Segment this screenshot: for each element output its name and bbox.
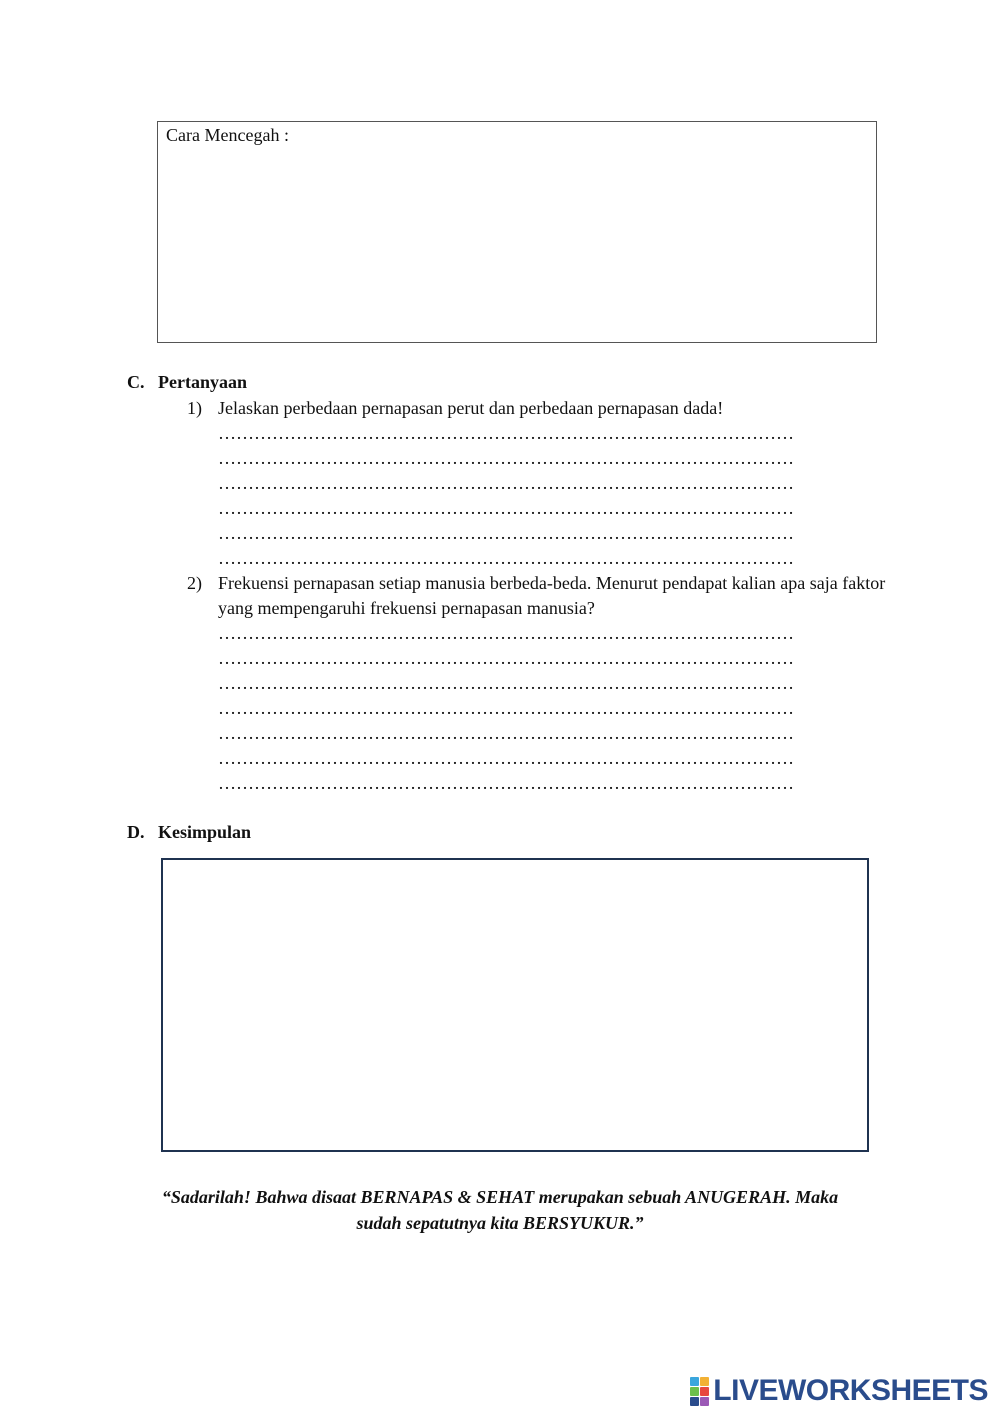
- conclusion-answer-box[interactable]: [161, 858, 869, 1152]
- question-1-number: 1): [187, 398, 202, 418]
- prevention-box-label: Cara Mencegah :: [166, 125, 289, 145]
- question-2-text: Frekuensi pernapasan setiap manusia berbeda-beda. Menurut pendapat kalian apa saja faktor yang mempengaruhi frekuensi pernapasan manusia?: [218, 573, 886, 618]
- answer-line[interactable]: ……………………………………………………………………………………: [218, 723, 794, 743]
- answer-line[interactable]: ……………………………………………………………………………………: [218, 548, 794, 568]
- question-1-answer-lines[interactable]: [218, 421, 868, 571]
- section-c-title: Pertanyaan: [158, 372, 247, 392]
- logo-square: [690, 1377, 699, 1386]
- section-c-heading: [127, 372, 247, 393]
- question-2-answer-lines[interactable]: [218, 621, 868, 796]
- answer-line[interactable]: ……………………………………………………………………………………: [218, 498, 794, 518]
- question-2: [187, 571, 887, 621]
- logo-square: [700, 1397, 709, 1406]
- logo-square: [700, 1387, 709, 1396]
- question-1-text: Jelaskan perbedaan pernapasan perut dan perbedaan pernapasan dada!: [218, 398, 724, 418]
- question-2-number: 2): [187, 573, 202, 593]
- answer-line[interactable]: ……………………………………………………………………………………: [218, 423, 794, 443]
- answer-line[interactable]: ……………………………………………………………………………………: [218, 673, 794, 693]
- logo-square: [690, 1387, 699, 1396]
- answer-line[interactable]: ……………………………………………………………………………………: [218, 773, 794, 793]
- prevention-answer-box[interactable]: [157, 121, 877, 343]
- answer-line[interactable]: ……………………………………………………………………………………: [218, 623, 794, 643]
- quote-line-2: sudah sepatutnya kita BERSYUKUR.”: [356, 1213, 644, 1233]
- section-d-title: Kesimpulan: [158, 822, 252, 842]
- section-d-heading: [127, 822, 251, 843]
- liveworksheets-logo: [690, 1374, 988, 1408]
- answer-line[interactable]: ……………………………………………………………………………………: [218, 648, 794, 668]
- liveworksheets-mark-icon: [690, 1377, 709, 1406]
- question-1: [187, 396, 887, 421]
- logo-square: [690, 1397, 699, 1406]
- answer-line[interactable]: ……………………………………………………………………………………: [218, 448, 794, 468]
- answer-line[interactable]: ……………………………………………………………………………………: [218, 698, 794, 718]
- answer-line[interactable]: ……………………………………………………………………………………: [218, 748, 794, 768]
- answer-line[interactable]: ……………………………………………………………………………………: [218, 473, 794, 493]
- answer-line[interactable]: ……………………………………………………………………………………: [218, 523, 794, 543]
- logo-square: [700, 1377, 709, 1386]
- quote-line-1: “Sadarilah! Bahwa disaat BERNAPAS & SEHAT merupakan sebuah ANUGERAH. Maka: [161, 1187, 839, 1207]
- closing-quote: [100, 1184, 900, 1236]
- section-c-letter: C.: [127, 372, 145, 392]
- section-d-letter: D.: [127, 822, 145, 842]
- logo-text: LIVEWORKSHEETS: [713, 1374, 988, 1407]
